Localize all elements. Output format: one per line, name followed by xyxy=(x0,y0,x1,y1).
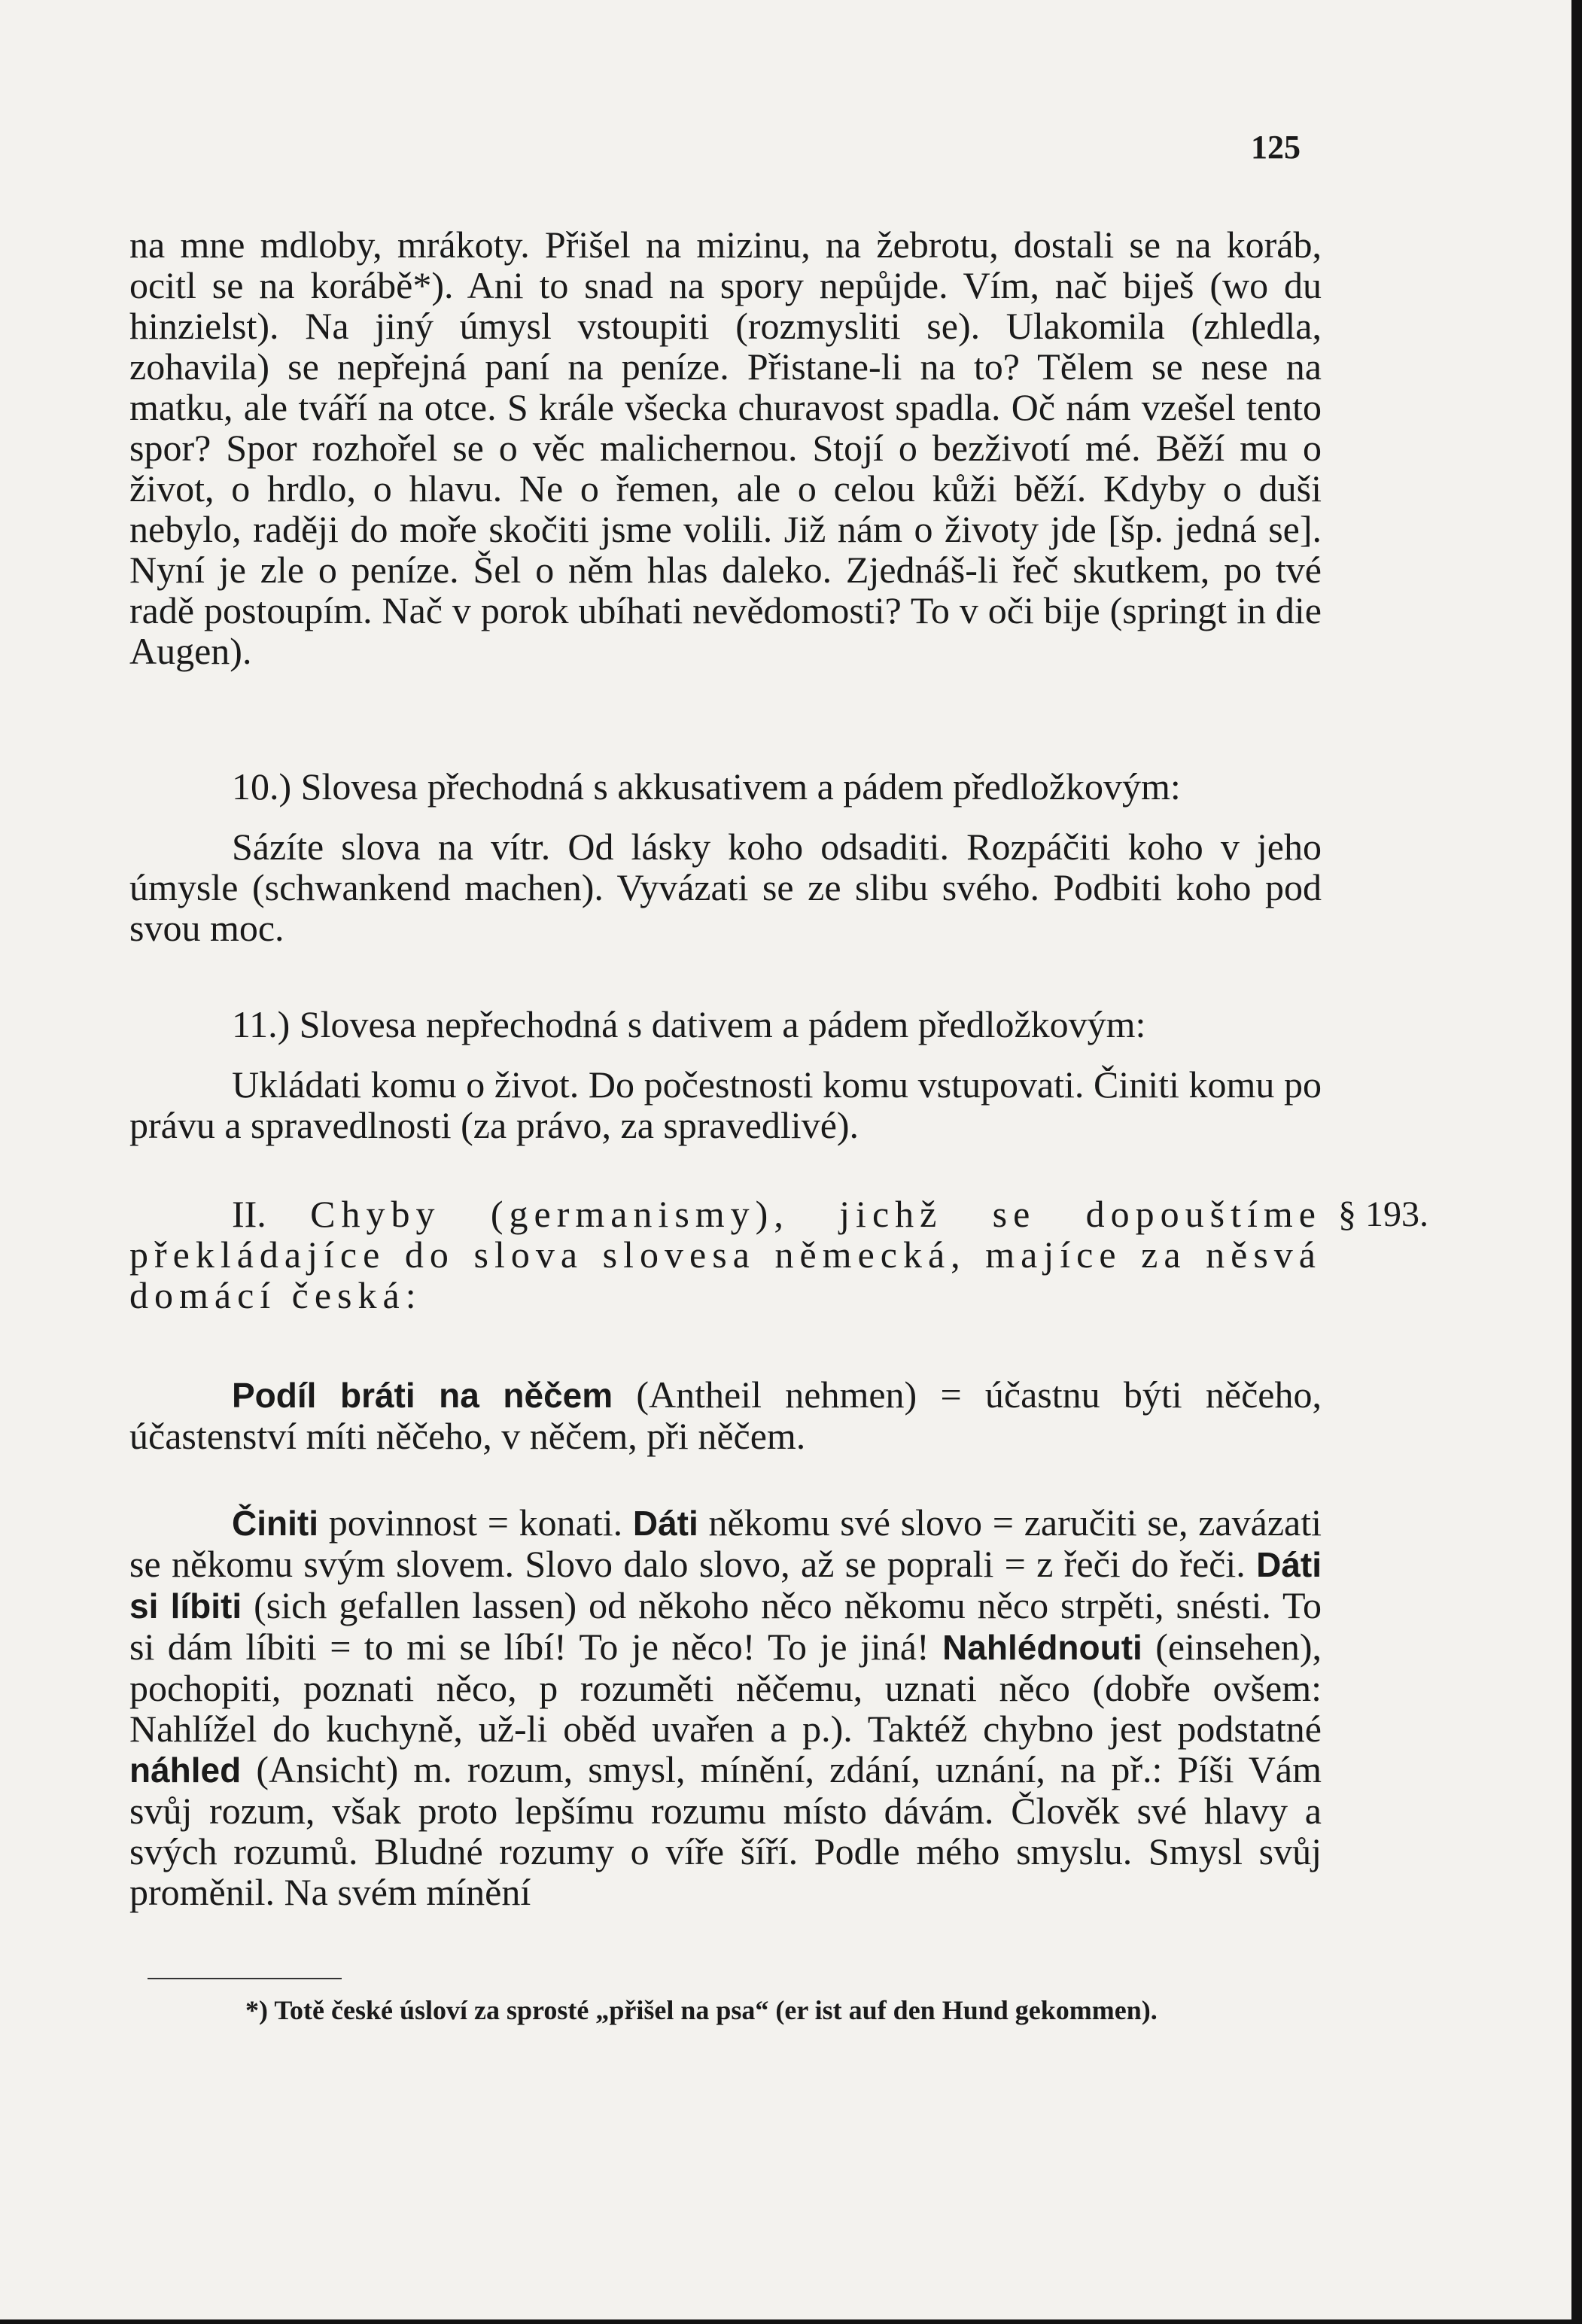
scan-edge-right xyxy=(1571,0,1582,2324)
definition-nahled: (Ansicht) m. rozum, smysl, mínění, zdání, uznání, na př.: Píši Vám svůj rozum, však proto lepšímu rozumu místo dávám. Člověk své hlavy a svých rozumů. Bludné rozumy o víře šíří. Podle mého smyslu. Smysl svůj proměnil. Na svém mínění xyxy=(129,1748,1322,1913)
paragraph-idioms xyxy=(129,224,1322,671)
entry-verbs-text xyxy=(129,1502,1322,1912)
definition-nahlednouti: (einsehen), pochopiti, poznati něco, p rozuměti něčemu, uznati něco (dobře ovšem: Nahlížel do kuchyně, už-li oběd uvařen a p.). Taktéž chybno jest podstatné xyxy=(129,1626,1322,1750)
section-2-number: II. xyxy=(232,1193,266,1235)
entry-verbs xyxy=(129,1502,1322,1912)
section-2-intro xyxy=(129,1194,1322,1316)
term-ciniti: Činiti xyxy=(232,1504,318,1543)
section-11-heading: 11.) Slovesa nepřechodná s dativem a pádem předložkovým: xyxy=(232,1003,1146,1045)
section-10 xyxy=(129,766,1322,948)
entry-podil xyxy=(129,1374,1322,1456)
section-2-title: Chyby (germanismy), jichž se dopouštíme překládajíce do slova slovesa německá, majíce za něsvá domácí česká: xyxy=(129,1193,1322,1316)
definition-ciniti: povinnost = konati. xyxy=(318,1501,633,1544)
scan-edge-bottom xyxy=(0,2319,1582,2324)
definition-dati: někomu své slovo = zaručiti se, zavázati se někomu svým slovem. Slovo dalo slovo, až se poprali = z řeči do řeči. xyxy=(129,1501,1322,1585)
section-10-examples: Sázíte slova na vítr. Od lásky koho odsaditi. Rozpáčiti koho v jeho úmysle (schwankend machen). Vyvázati se ze slibu svého. Podbiti koho pod svou moc. xyxy=(129,826,1322,949)
definition-dati-si-libiti: (sich gefallen lassen) od někoho něco někomu něco strpěti, snésti. To si dám líbiti = to mi se líbí! To je něco! To je jiná! xyxy=(129,1584,1322,1668)
term-nahled: náhled xyxy=(129,1751,242,1790)
entry-podil-term: Podíl bráti na něčem xyxy=(232,1376,613,1415)
entry-podil-text xyxy=(129,1374,1322,1456)
section-2-intro-text xyxy=(129,1194,1322,1316)
section-10-heading: 10.) Slovesa přechodná s akkusativem a pádem předložkovým: xyxy=(232,765,1181,808)
term-dati-si-libiti: Dáti si líbiti xyxy=(129,1545,1322,1626)
entry-podil-definition: (Antheil nehmen) = účastnu býti něčeho, účastenství míti něčeho, v něčem, při něčem. xyxy=(129,1373,1322,1457)
term-dati: Dáti xyxy=(632,1504,698,1543)
term-nahlednouti: Nahlédnouti xyxy=(942,1628,1142,1667)
section-11 xyxy=(129,1004,1322,1145)
footnote-divider xyxy=(148,1978,342,1979)
section-marginal-reference: § 193. xyxy=(1338,1194,1428,1234)
paragraph-idioms-text: na mne mdloby, mrákoty. Přišel na mizinu, na žebrotu, dostali se na koráb, ocitl se na korábě*). Ani to snad na spory nepůjde. Vím, nač biješ (wo du hinzielst). Na jiný úmysl vstoupiti (rozmysliti se). Ulakomila (zhledla, zohavila) se nepřejná paní na peníze. Přistane-li na to? Tělem se nese na matku, ale tváří na otce. S krále všecka churavost spadla. Oč nám vzešel tento spor? Spor rozhořel se o věc malichernou. Stojí o bezživotí mé. Běží mu o život, o hrdlo, o hlavu. Ne o řemen, ale o celou kůži běží. Kdyby o duši nebylo, raději do moře skočiti jsme volili. Již nám o životy jde [šp. jedná se]. Nyní je zle o peníze. Šel o něm hlas daleko. Zjednáš-li řeč skutkem, po tvé radě postoupím. Nač v porok ubíhati nevědomosti? To v oči bije (springt in die Augen). xyxy=(129,224,1322,672)
footnote: *) Totě české úsloví za sprosté „přišel na psa“ (er ist auf den Hund gekommen). xyxy=(245,1995,1158,2025)
page-number: 125 xyxy=(1251,129,1301,166)
section-11-examples: Ukládati komu o život. Do počestnosti komu vstupovati. Činiti komu po právu a spravedlnosti (za právo, za spravedlivé). xyxy=(129,1063,1322,1146)
